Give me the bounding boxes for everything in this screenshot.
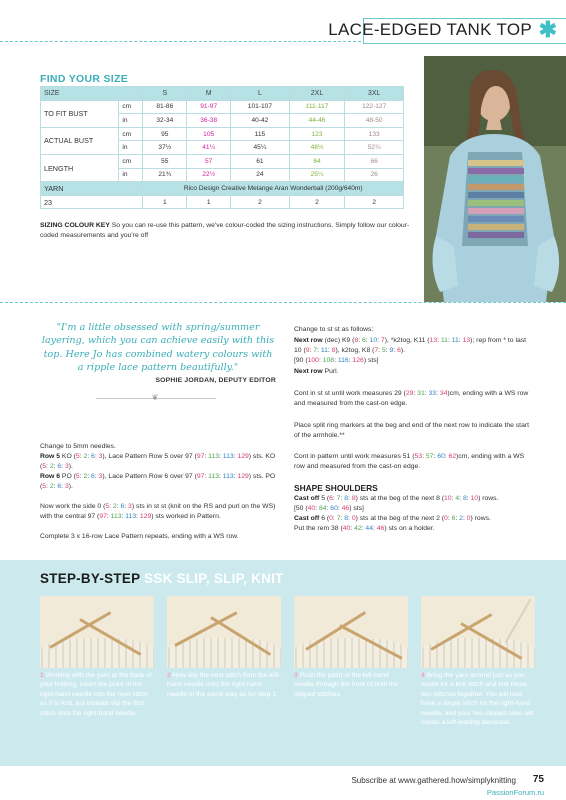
step-description: Working with the yarn at the back of your knitting, insert the point of the right-hand needle into the next stitch as if to knit, but instead slip the first stitch onto the right-hand needle. (40, 672, 152, 717)
num: 129 (237, 473, 249, 480)
text: [90 ( (294, 356, 308, 364)
num: 7 (336, 515, 341, 522)
num: 42 (354, 524, 362, 532)
text: ) sts. KO ( (40, 453, 276, 470)
num: 29 (405, 390, 414, 397)
cell: 41¼ (187, 141, 231, 155)
cell: 40-42 (231, 114, 290, 128)
text: [50 ( (294, 504, 308, 512)
num: 13 (462, 337, 471, 344)
num: 11 (320, 346, 328, 354)
num: 8 (354, 337, 359, 344)
cell: 111-117 (289, 100, 345, 114)
num: 8 (462, 495, 467, 502)
cell: 2 (289, 195, 345, 209)
num: 113 (222, 473, 234, 480)
cell: 61 (231, 154, 290, 168)
num: 9 (305, 346, 310, 354)
asterisk-icon: ✱ (538, 17, 557, 42)
balls-label: 23 (41, 195, 143, 209)
text: ). (68, 482, 73, 490)
cell: 52¼ (345, 141, 404, 155)
num: 46 (376, 524, 385, 532)
num: 8 (331, 346, 336, 354)
step-4-text (421, 671, 535, 727)
quote-author: SOPHIE JORDAN, DEPUTY EDITOR (155, 377, 276, 384)
num: 6 (362, 337, 366, 344)
row5-label: Row 5 (40, 453, 61, 460)
subscribe-link[interactable]: Subscribe at www.gathered.how/simplyknitting (351, 776, 516, 785)
cell: 105 (187, 127, 231, 141)
change-st-st-text: Change to st st as follows: (294, 326, 374, 333)
cell: 21¾ (143, 168, 187, 182)
num: 7 (380, 337, 385, 344)
cell: 37½ (143, 141, 187, 155)
num: 5 (381, 346, 386, 354)
step-photo-4 (421, 596, 535, 668)
cell: 2 (345, 195, 404, 209)
num: 53 (414, 453, 423, 460)
size-header-row (41, 87, 404, 101)
step-photo-1 (40, 596, 154, 668)
num: 8 (344, 515, 349, 522)
text: ) sts] (363, 356, 379, 364)
unit-cm: cm (119, 127, 143, 141)
num: 11 (440, 337, 448, 344)
knitting-swatch (167, 638, 281, 668)
num: 10 (369, 337, 378, 344)
title-part-b: SSK SLIP, SLIP, KNIT (144, 571, 284, 586)
num: 7 (313, 346, 318, 354)
text: ) sts] (349, 504, 364, 512)
num: 6 (91, 453, 95, 460)
text: ) sts at the beg of the next 8 ( (355, 495, 445, 502)
num: 113 (125, 512, 137, 520)
table-row (41, 154, 404, 168)
num: 113 (110, 512, 122, 520)
step-description: Push the point of the left-hand needle through the front of both the slipped stitches. (294, 672, 399, 698)
num: 44 (365, 524, 373, 532)
num: 2 (112, 503, 117, 510)
to-fit-bust-label: TO FIT BUST (41, 100, 119, 127)
num: 100 (307, 356, 319, 364)
cell: 123 (289, 127, 345, 141)
text: 6 ( (319, 515, 330, 522)
unit-cm: cm (119, 154, 143, 168)
yarn-strand (505, 599, 532, 643)
num: 9 (389, 346, 394, 354)
length-label: LENGTH (41, 154, 119, 181)
cell: 115 (231, 127, 290, 141)
row6-text: Row 6 PO (5: 2: 6: 3), Lace Pattern Row 6 over 97 (97: 113: 113: 129) sts. PO (5: 2: 6: 3). (40, 473, 276, 490)
num: 6 (451, 515, 456, 522)
size-l: L (231, 87, 290, 101)
cell: 22½ (187, 168, 231, 182)
unit-cm: cm (119, 100, 143, 114)
purl-row-text (294, 367, 534, 377)
page-footer (0, 771, 566, 800)
cell: 57 (187, 154, 231, 168)
text: ) rows. (470, 515, 491, 522)
num: 10 (470, 495, 479, 502)
num: 10 (444, 495, 452, 502)
cast-off-label: Cast off (294, 495, 320, 502)
num: 60 (437, 453, 445, 460)
step-1-text (40, 671, 154, 718)
text: 5 ( (319, 495, 330, 502)
text: ); rep from * to last 10 ( (294, 337, 527, 354)
cell: 24 (231, 168, 290, 182)
key-title: SIZING COLOUR KEY (40, 222, 110, 229)
num: 6 (397, 346, 401, 354)
text: ). (68, 462, 73, 470)
yarn-label: YARN (41, 182, 143, 196)
cell: 44-46 (289, 114, 345, 128)
num: 3 (64, 482, 69, 490)
num: 8 (351, 495, 356, 502)
cell: 101-107 (231, 100, 290, 114)
num: 2 (83, 473, 88, 480)
num: 113 (208, 473, 220, 480)
next-row-dec-text: Next row (dec) K9 (8: 6: 10: 7), *k2tog, K11 (13: 11: 11: 13); rep from * to last 10 (9: 7: 11: 8), k2tog, K8 (7: 5: 9: 6). [90 (100: 108: 116: 126) sts] (294, 337, 527, 364)
table-row (41, 100, 404, 114)
num: 0 (329, 515, 333, 522)
section-divider (0, 302, 566, 303)
balls-row (41, 195, 404, 209)
text: Cont in pattern until work measures 51 ( (294, 453, 415, 460)
shape-shoulders-heading: SHAPE SHOULDERS (294, 483, 378, 493)
actual-bust-label: ACTUAL BUST (41, 127, 119, 154)
step-number: 2 (167, 672, 171, 679)
step-number: 1 (40, 672, 44, 679)
cell: 55 (143, 154, 187, 168)
cell: 45¼ (231, 141, 290, 155)
step-3-text (294, 671, 408, 699)
size-table (40, 86, 404, 209)
num: 57 (425, 453, 434, 460)
sizing-colour-key (40, 221, 412, 240)
num: 7 (374, 346, 379, 354)
model-illustration (424, 56, 566, 302)
text: ) rows. (478, 495, 499, 502)
num: 34 (439, 390, 448, 397)
cell: 48½ (289, 141, 345, 155)
row6-label: Row 6 (40, 473, 61, 480)
cast-off-5-text: Cast off 5 (6: 7: 8: 8) sts at the beg of the next 8 (10: 4: 8: 10) rows. [50 (40: 84: 60: 46) sts] (294, 495, 499, 512)
num: 3 (98, 473, 103, 480)
cell: 1 (187, 195, 231, 209)
unit-in: in (119, 141, 143, 155)
side-sts-text: Now work the side 0 (5: 2: 6: 3) sts in st st (knit on the RS and purl on the WS) with the central 97 (97: 113: 113: 129) sts worked in Pattern. (40, 503, 276, 520)
num: 126 (352, 356, 364, 364)
text: ), *k2tog, K11 ( (384, 337, 430, 344)
flourish-icon: ❦ (151, 393, 159, 402)
text: )cm, ending with a WS row and measured from the cast-on edge. (294, 453, 525, 470)
pull-quote: "I'm a little obsessed with spring/summer layering, which you can achieve easily with this top. Here Jo has combined watery colours with a ripple lace pattern beautifully." (41, 322, 275, 374)
text: ). (400, 346, 406, 354)
step-number: 3 (294, 672, 298, 679)
step-by-step-title (40, 571, 284, 586)
text: ), Lace Pattern Row 6 over 97 ( (102, 473, 197, 480)
num: 6 (120, 503, 125, 510)
cont-st-st-text: Cont in st st until work measures 29 (29: 31: 33: 34)cm, ending with a WS row and measured from the cast-on edge. (294, 390, 529, 407)
cell: 36-38 (187, 114, 231, 128)
step-photo-2 (167, 596, 281, 668)
num: 113 (208, 453, 220, 460)
table-row (41, 127, 404, 141)
cell: 1 (143, 195, 187, 209)
yarn-row (41, 182, 404, 196)
text: ) sts at the beg of the next 2 ( (355, 515, 445, 522)
num: 0 (444, 515, 448, 522)
num: 129 (139, 512, 152, 520)
num: 46 (341, 504, 350, 512)
num: 4 (455, 495, 460, 502)
cell: 91-97 (187, 100, 231, 114)
cont-pattern-text: Cont in pattern until work measures 51 (53: 57: 60: 62)cm, ending with a WS row and measured from the cast-on edge. (294, 453, 525, 470)
size-m: M (187, 87, 231, 101)
step-2-text (167, 671, 281, 699)
text: ) sts on a holder. (384, 524, 435, 532)
num: 5 (105, 503, 110, 510)
size-label: SIZE (41, 87, 143, 101)
cell: 64 (289, 154, 345, 168)
num: 97 (196, 453, 205, 460)
size-3xl: 3XL (345, 87, 404, 101)
step-description: Now slip the next stitch from the left-hand needle onto the right-hand needle in the same way as for step 1. (167, 672, 281, 698)
num: 40 (342, 524, 351, 532)
num: 6 (91, 473, 95, 480)
cell: 32-34 (143, 114, 187, 128)
num: 11 (451, 337, 459, 344)
next-row-label: Next row (294, 337, 323, 344)
text: ), k2tog, K8 ( (335, 346, 375, 354)
text: Now work the side 0 ( (40, 503, 106, 510)
unit-in: in (119, 114, 143, 128)
num: 108 (322, 356, 335, 364)
step-photo-3 (294, 596, 408, 668)
text: (dec) K9 ( (322, 337, 355, 344)
num: 84 (318, 504, 327, 512)
num: 6 (57, 482, 62, 490)
cell: 26 (345, 168, 404, 182)
text: ) sts. PO ( (40, 473, 276, 490)
num: 2 (83, 453, 88, 460)
header-divider (0, 41, 366, 42)
num: 116 (337, 356, 349, 364)
num: 31 (417, 390, 425, 397)
page-header (0, 0, 566, 60)
num: 3 (64, 462, 69, 470)
size-s: S (143, 87, 187, 101)
cell: 2 (231, 195, 290, 209)
text: Put the rem 38 ( (294, 524, 343, 532)
num: 113 (222, 453, 234, 460)
num: 7 (336, 495, 341, 502)
size-2xl: 2XL (289, 87, 345, 101)
num: 5 (75, 453, 80, 460)
num: 2 (459, 515, 463, 522)
cell: 81-86 (143, 100, 187, 114)
step-description: Bring the yarn around just as you would for a knit stitch and knit these two stitches together. You will now have a single stitch on the right-hand needle, and your two slipped ones will create a left-leaning decrease. (421, 672, 534, 727)
cast-off-6-text: Cast off 6 (0: 7: 8: 0) sts at the beg of the next 2 (0: 6: 2: 0) rows. Put the rem 38 (40: 42: 44: 46) sts on a holder. (294, 515, 491, 532)
text: KO ( (60, 453, 76, 460)
text: PO ( (60, 473, 76, 480)
cell: 133 (345, 127, 404, 141)
num: 5 (42, 482, 47, 490)
num: 33 (428, 390, 437, 397)
num: 0 (466, 515, 471, 522)
cell: 25¼ (289, 168, 345, 182)
text: )cm, ending with a WS row and measured from the cast-on edge. (294, 390, 529, 407)
change-needles-text: Change to 5mm needles. (40, 443, 116, 450)
num: 129 (237, 453, 249, 460)
model-photo (424, 56, 566, 302)
complete-repeats-text: Complete 3 x 16-row Lace Pattern repeats, ending with a WS row. (40, 533, 239, 540)
num: 40 (307, 504, 316, 512)
num: 97 (99, 512, 107, 520)
num: 62 (448, 453, 457, 460)
num: 2 (49, 482, 54, 490)
text: ) sts worked in Pattern. (151, 512, 221, 520)
watermark: PassionForum.ru (486, 788, 544, 797)
num: 5 (42, 462, 47, 470)
title-part-a: STEP-BY-STEP (40, 571, 141, 586)
num: 5 (75, 473, 80, 480)
text: Cont in st st until work measures 29 ( (294, 390, 406, 397)
cell: 95 (143, 127, 187, 141)
page-number: 75 (532, 774, 544, 785)
num: 2 (49, 462, 54, 470)
num: 3 (98, 453, 103, 460)
pattern-title: LACE-EDGED TANK TOP (328, 20, 532, 39)
cell: 122-127 (345, 100, 404, 114)
num: 3 (128, 503, 132, 510)
yarn-value: Rico Design Creative Melange Aran Wonderball (200g/640m) (143, 182, 404, 196)
size-heading: FIND YOUR SIZE (40, 73, 129, 85)
text: ), Lace Pattern Row 5 over 97 ( (102, 453, 197, 460)
num: 13 (429, 337, 438, 344)
cell: 48-50 (345, 114, 404, 128)
num: 6 (57, 462, 62, 470)
num: 0 (351, 515, 356, 522)
unit-in: in (119, 168, 143, 182)
step-number: 4 (421, 672, 425, 679)
cast-off-label: Cast off (294, 515, 320, 522)
num: 6 (329, 495, 333, 502)
key-text: So you can re-use this pattern, we've colour-coded the sizing instructions. Simply follow our colour-coded measurements and you're off (40, 222, 410, 239)
cell: 66 (345, 154, 404, 168)
text: ) sts in st st (knit on the RS and purl on the WS) with the central 97 ( (40, 503, 276, 520)
text: Purl. (322, 368, 339, 375)
num: 8 (344, 495, 349, 502)
num: 60 (330, 504, 338, 512)
num: 97 (196, 473, 205, 480)
next-row-label: Next row (294, 368, 323, 375)
split-markers-text: Place split ring markers at the beg and end of the next row to indicate the start of the armhole.** (294, 422, 530, 439)
row5-text: Row 5 KO (5: 2: 6: 3), Lace Pattern Row 5 over 97 (97: 113: 113: 129) sts. KO (5: 2: 6: 3). (40, 453, 276, 470)
